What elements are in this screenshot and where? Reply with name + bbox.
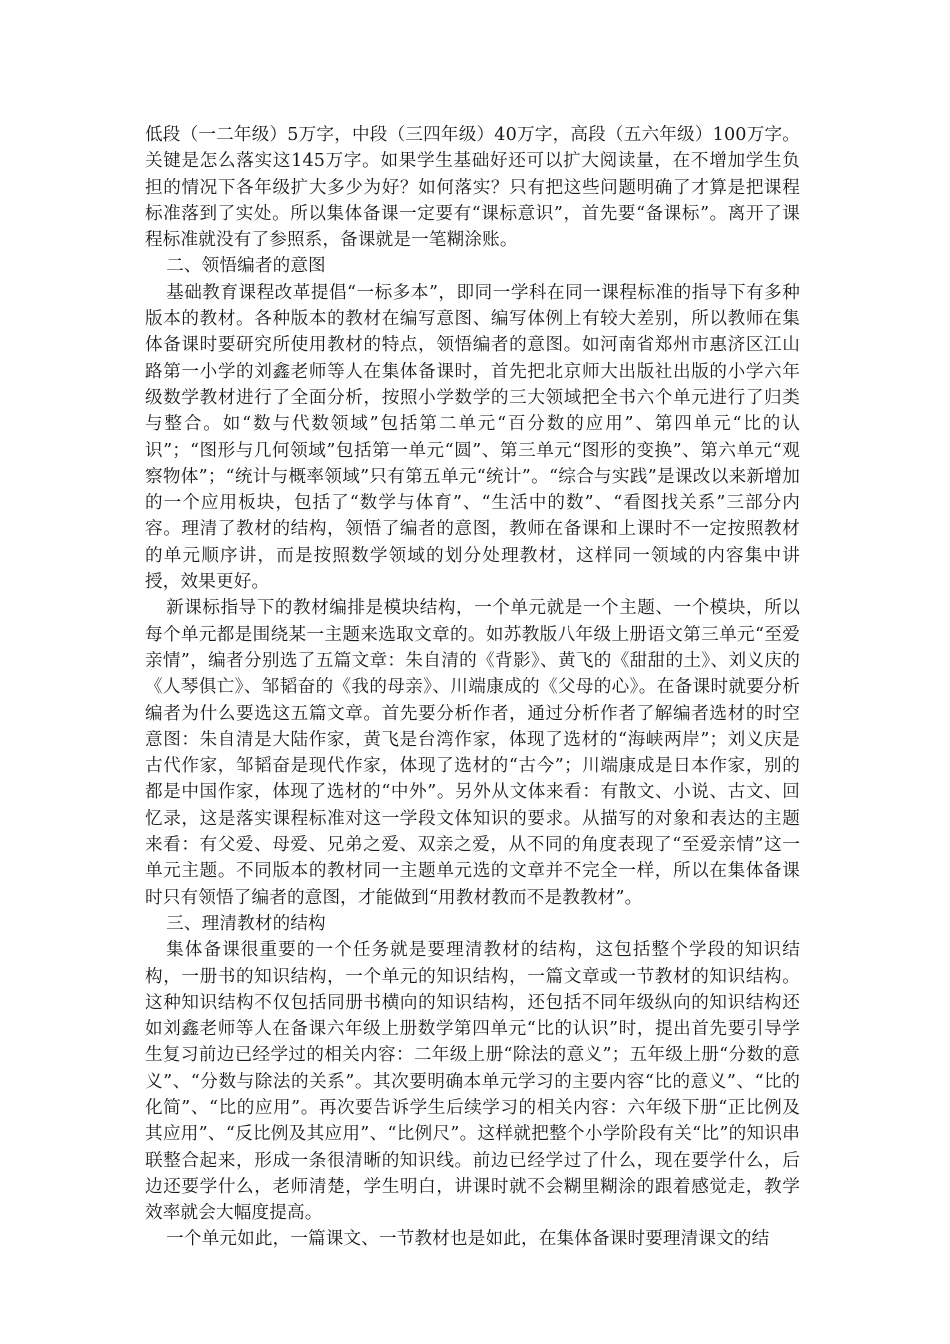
- paragraph-knowledge-structure: 集体备课很重要的一个任务就是要理清教材的结构，这包括整个学段的知识结构，一册书的知识结构，一个单元的知识结构，一篇文章或一节教材的知识结构。这种知识结构不仅包括同册书横向的知识结构，还包括不同年级纵向的知识结构还如刘鑫老师等人在备课六年级上册数学第四单元“比的认识”时，提出首先要引导学生复习前边已经学过的相关内容：二年级上册“除法的意义”；五年级上册“分数的意义”、“分数与除法的关系”。其次要明确本单元学习的主要内容“比的意义”、“比的化简”、“比的应用”。再次要告诉学生后续学习的相关内容：六年级下册“正比例及其应用”、“反比例及其应用”、“比例尺”。这样就把整个小学阶段有关“比”的知识串联整合起来，形成一条很清晰的知识线。前边已经学过了什么，现在要学什么，后边还要学什么，老师清楚，学生明白，讲课时就不会糊里糊涂的跟着感觉走，教学效率就会大幅度提高。: [145, 940, 800, 1224]
- paragraph-curriculum-standard: 低段（一二年级）5万字，中段（三四年级）40万字，高段（五六年级）100万字。关键是怎么落实这145万字。如果学生基础好还可以扩大阅读量，在不增加学生负担的情况下各年级扩大多少为好？如何落实？只有把这些问题明确了才算是把课程标准落到了实处。所以集体备课一定要有“课标意识”，首先要“备课标”。离开了课程标准就没有了参照系，备课就是一笔糊涂账。: [145, 125, 800, 251]
- section-heading-editor-intent: 二、领悟编者的意图: [166, 256, 326, 277]
- paragraph-module-structure: 新课标指导下的教材编排是模块结构，一个单元就是一个主题、一个模块，所以每个单元都是围绕某一主题来选取文章的。如苏教版八年级上册语文第三单元“至爱亲情”，编者分别选了五篇文章：朱自清的《背影》、黄飞的《甜甜的土》、刘义庆的《人琴俱亡》、邹韬奋的《我的母亲》、川端康成的《父母的心》。在备课时就要分析编者为什么要选这五篇文章。首先要分析作者，通过分析作者了解编者选材的时空意图：朱自清是大陆作家，黄飞是台湾作家，体现了选材的“海峡两岸”；刘义庆是古代作家，邹韬奋是现代作家，体现了选材的“古今”；川端康成是日本作家，别的都是中国作家，体现了选材的“中外”。另外从文体来看：有散文、小说、古文、回忆录，这是落实课程标准对这一学段文体知识的要求。从描写的对象和表达的主题来看：有父爱、母爱、兄弟之爱、双亲之爱，从不同的角度表现了“至爱亲情”这一单元主题。不同版本的教材同一主题单元选的文章并不完全一样，所以在集体备课时只有领悟了编者的意图，才能做到“用教材教而不是教教材”。: [145, 598, 800, 908]
- section-heading-textbook-structure: 三、理清教材的结构: [166, 913, 326, 934]
- document-body: [145, 122, 800, 1253]
- paragraph-one-standard-many-textbooks: 基础教育课程改革提倡“一标多本”，即同一学科在同一课程标准的指导下有多种版本的教材。各种版本的教材在编写意图、编写体例上有较大差别，所以教师在集体备课时要研究所使用教材的特点，领悟编者的意图。如河南省郑州市惠济区江山路第一小学的刘鑫老师等人在集体备课时，首先把北京师大出版社出版的小学六年级数学教材进行了全面分析，按照小学数学的三大领域把全书六个单元进行了归类与整合。如“数与代数领域”包括第二单元“百分数的应用”、第四单元“比的认识”；“图形与几何领域”包括第一单元“圆”、第三单元“图形的变换”、第六单元“观察物体”；“统计与概率领域”只有第五单元“统计”。“综合与实践”是课改以来新增加的一个应用板块，包括了“数学与体育”、“生活中的数”、“看图找关系”三部分内容。理清了教材的结构，领悟了编者的意图，教师在备课和上课时不一定按照教材的单元顺序讲，而是按照数学领域的划分处理教材，这样同一领域的内容集中讲授，效果更好。: [145, 282, 800, 593]
- paragraph-unit-lesson: 一个单元如此，一篇课文、一节教材也是如此，在集体备课时要理清课文的结: [166, 1229, 770, 1250]
